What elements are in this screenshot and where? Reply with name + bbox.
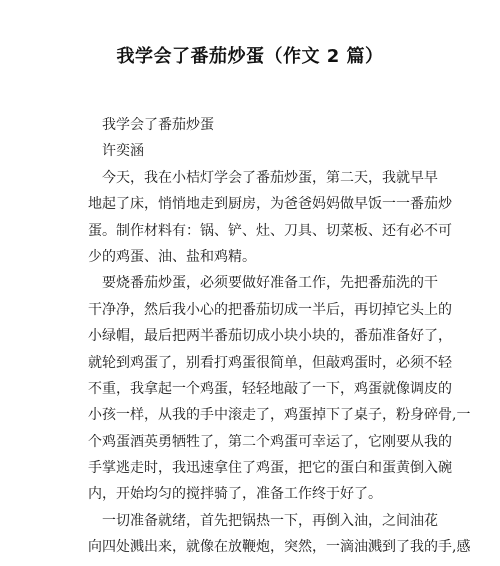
paragraph-line: 少的鸡蛋、油、盐和鸡精。 — [88, 248, 256, 265]
paragraph-line: 要烧番茄炒蛋，必须要做好准备工作，先把番茄洗的干 — [102, 275, 438, 292]
document-body — [88, 112, 471, 561]
paragraph-line: 一切准备就绪，首先把锅热一下，再倒入油，之间油花 — [102, 512, 438, 529]
paragraph-line: 手掌逃走时，我迅速拿住了鸡蛋，把它的蛋白和蛋黄倒入碗 — [88, 460, 452, 477]
paragraph-line: 个鸡蛋酒英勇牺牲了，第二个鸡蛋可幸运了，它刚要从我的 — [88, 433, 452, 450]
paragraph-line: 小孩一样，从我的手中滚走了，鸡蛋掉下了桌子，粉身碎骨,一 — [88, 407, 471, 424]
essay-heading: 我学会了番茄炒蛋 — [102, 117, 214, 133]
essay-author: 许奕涵 — [102, 143, 144, 160]
paragraph-line: 就轮到鸡蛋了，别看打鸡蛋很简单，但敲鸡蛋时，必须不轻 — [88, 354, 452, 371]
paragraph-line: 今天，我在小桔灯学会了番茄炒蛋，第二天，我就早早 — [102, 169, 438, 186]
paragraph-line: 小绿帽，最后把两半番茄切成小块小块的，番茄准备好了， — [88, 328, 452, 345]
paragraph-line: 干净净，然后我小心的把番茄切成一半后，再切掉它头上的 — [88, 301, 452, 318]
paragraph-line: 不重，我拿起一个鸡蛋，轻轻地敲了一下，鸡蛋就像调皮的 — [88, 380, 452, 397]
paragraph-line: 蛋。制作材料有：锅、铲、灶、刀具、切菜板、还有必不可 — [88, 222, 452, 239]
document-title: 我学会了番茄炒蛋（作文 2 篇） — [116, 46, 384, 67]
paragraph-line: 向四处溅出来，就像在放鞭炮，突然，一滴油溅到了我的手,感 — [88, 539, 471, 556]
paragraph-line: 内，开始均匀的搅拌骑了，准备工作终于好了。 — [88, 486, 382, 503]
paragraph-line: 地起了床，悄悄地走到厨房，为爸爸妈妈做早饭一一番茄炒 — [88, 196, 452, 213]
